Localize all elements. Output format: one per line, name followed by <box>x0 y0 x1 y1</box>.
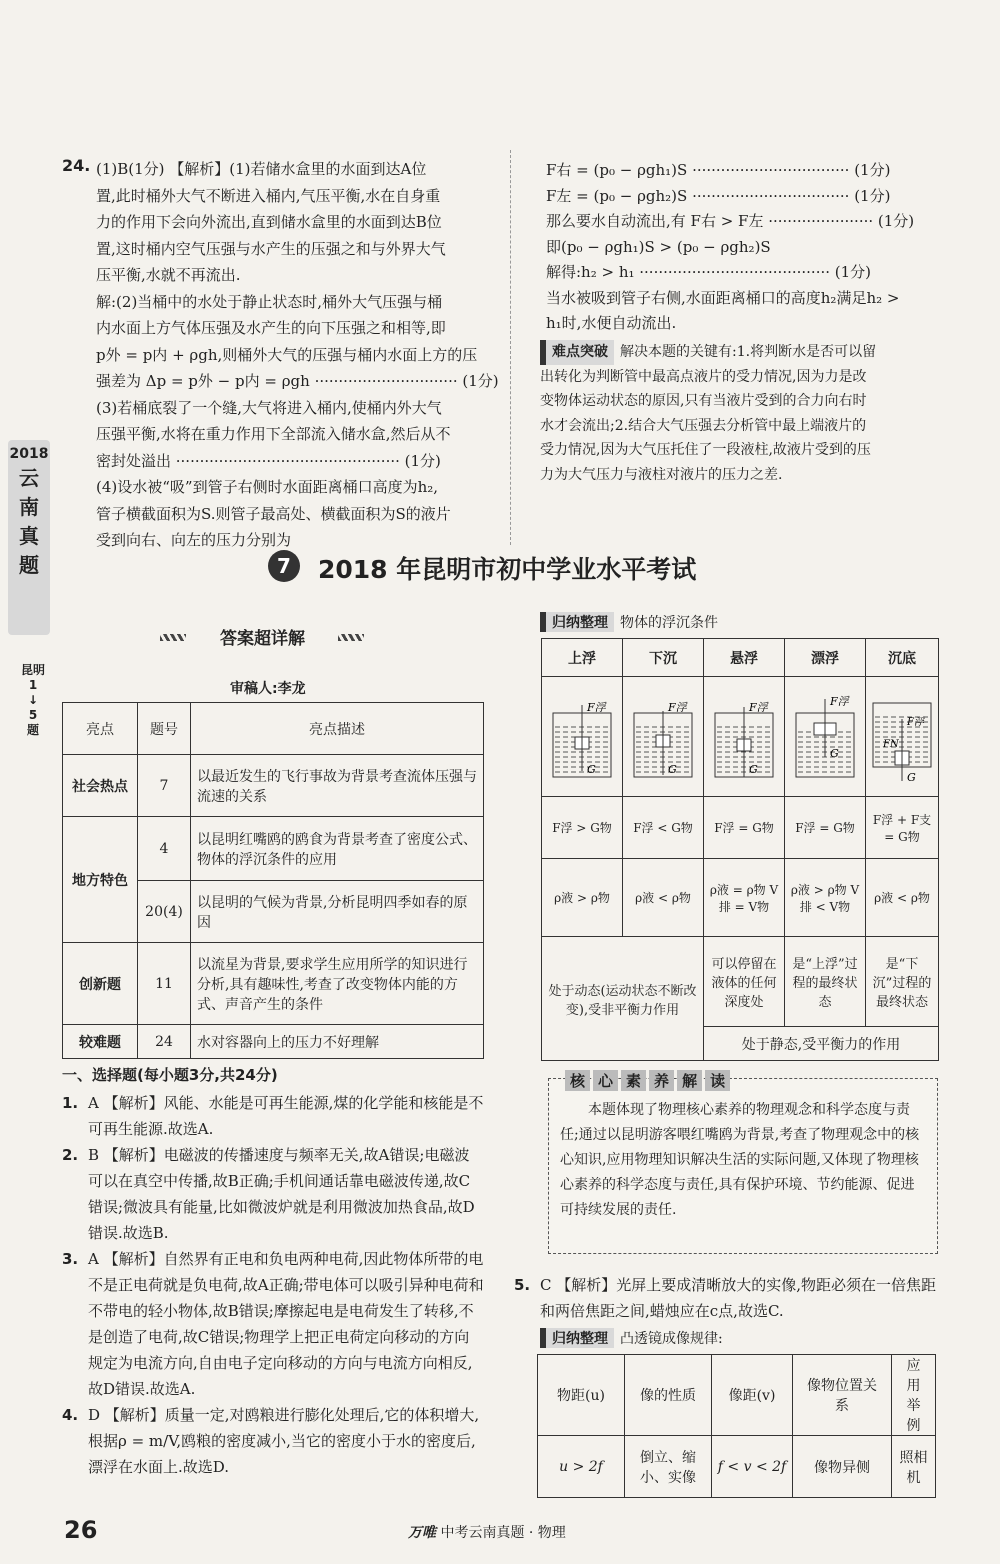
cell: 以最近发生的飞行事故为背景考查流体压强与流速的关系 <box>191 755 484 817</box>
cell: 以流星为背景,要求学生应用所学的知识进行分析,具有趣味性,考查了改变物体内能的方式、声音产生的条件 <box>191 943 484 1025</box>
text-line: F右 = (p₀ − ρgh₁)S ································· (1分) <box>546 161 891 179</box>
answer-list <box>62 1090 484 1480</box>
reviewer: 审稿人:李龙 <box>230 681 306 697</box>
force-label: G <box>830 746 839 760</box>
q24-solution-left <box>96 156 501 554</box>
cell: 处于静态,受平衡力的作用 <box>704 1027 939 1061</box>
cell: 以昆明红嘴鸥的鸥食为背景考查了密度公式、物体的浮沉条件的应用 <box>191 817 484 881</box>
tip-line: 解决本题的关键有:1.将判断水是否可以留 <box>620 344 877 360</box>
state-row <box>542 937 939 1027</box>
item-text: C 【解析】光屏上要成清晰放大的实像,物距必须在一倍焦距和两倍焦距之间,蜡烛应在c点,故选C. <box>540 1276 937 1320</box>
force-label: F浮 <box>830 694 849 708</box>
answers-header: 答案超详解 <box>220 629 305 649</box>
table-header: 像的性质 <box>625 1355 712 1436</box>
cell: F浮 > G物 <box>542 797 623 859</box>
diagram-row <box>542 677 939 797</box>
cell: ρ液 < ρ物 <box>623 859 704 937</box>
force-label: G <box>668 762 677 776</box>
item-number: 4. <box>62 1406 79 1424</box>
text-line: 当水被吸到管子右侧,水面距离桶口的高度h₂满足h₂ > <box>546 288 900 307</box>
table-row <box>63 1025 484 1059</box>
list-item <box>62 1402 484 1480</box>
tip-tag: 难点突破 <box>540 340 614 365</box>
force-row <box>542 797 939 859</box>
text-line: p外 = p内 + ρgh,则桶外大气的压强与桶内水面上方的压 <box>96 345 478 364</box>
lens-summary-title <box>540 1328 723 1348</box>
text-line: F左 = (p₀ − ρgh₂)S ································· (1分) <box>546 186 891 205</box>
table-header: 像距(v) <box>712 1355 793 1436</box>
table-row <box>63 817 484 881</box>
item-text: A 【解析】自然界有正电和负电两种电荷,因此物体所带的电不是正电荷就是负电荷,故A正确;带电体可以吸引异种电荷和不带电的轻小物体,故B错误;摩擦起电是电荷发生了转移,不是创造了电荷,故C错误;物理学上把正电荷定向移动的方向规定为电流方向,自由电子定向移动的方向与电流方向相反,故D错误.故选A. <box>88 1250 484 1398</box>
page-number: 26 <box>64 1516 98 1544</box>
list-item <box>62 1090 484 1142</box>
sidebar-year: 2018 <box>9 446 49 462</box>
difficulty-tip <box>540 340 944 487</box>
item-number: 3. <box>62 1250 79 1268</box>
table-header: 应用举例 <box>892 1355 936 1436</box>
text-line: 即(p₀ − ρgh₁)S > (p₀ − ρgh₂)S <box>546 237 771 256</box>
diagram-cell <box>542 677 623 797</box>
sidebar-range <box>18 663 48 738</box>
question-number-24: 24. <box>62 156 91 175</box>
summary-title: 凸透镜成像规律: <box>620 1331 723 1347</box>
cell: 20(4) <box>138 881 191 943</box>
highlights-table <box>62 702 484 1059</box>
item-text: D 【解析】质量一定,对鸥粮进行膨化处理后,它的体积增大,根据ρ = m/V,鸥粮的密度减小,当它的密度小于水的密度后,漂浮在水面上.故选D. <box>88 1406 480 1476</box>
float-table <box>541 638 939 1061</box>
text-line: 受到向右、向左的压力分别为 <box>96 531 292 549</box>
table-row <box>63 755 484 817</box>
summary-tag: 归纳整理 <box>540 1328 614 1348</box>
force-label: FN <box>883 738 899 750</box>
cell: 7 <box>138 755 191 817</box>
item-text: A 【解析】风能、水能是可再生能源,煤的化学能和核能是不可再生能源.故选A. <box>88 1094 484 1138</box>
tip-line: 变物体运动状态的原因,只有当液片受到的合力向右时 <box>540 393 867 409</box>
tip-line: 受力情况,因为大气压托住了一段液柱,故液片受到的压 <box>540 442 871 458</box>
table-header: 下沉 <box>623 639 704 677</box>
force-label: G <box>749 762 758 776</box>
cell: ρ液 < ρ物 <box>866 859 939 937</box>
cell: 是“下沉”过程的最终状态 <box>866 937 939 1027</box>
text-line: 管子横截面积为S.则管子最高处、横截面积为S的液片 <box>96 504 451 523</box>
sidebar-sub: 题 <box>26 723 39 737</box>
table-header: 漂浮 <box>785 639 866 677</box>
diagram-cell <box>866 677 939 797</box>
table-header: 题号 <box>138 703 191 755</box>
core-literacy-text: 本题体现了物理核心素养的物理观念和科学态度与责任;通过以昆明游客喂红嘴鸥为背景,考查了物理观念中的核心知识,应用物理知识解决生活的实际问题,又体现了物理核心素养的科学态度与责任,具有保护环境、节约能源、促进可持续发展的责任. <box>560 1102 920 1218</box>
force-label: F浮 <box>907 716 924 728</box>
sidebar-sub: 昆明 <box>20 663 45 677</box>
text-line: 置,这时桶内空气压强与水产生的压强之和与外界大气 <box>96 239 446 258</box>
text-line: 解:(2)当桶中的水处于静止状态时,桶外大气压强与桶 <box>96 292 443 311</box>
title-char: 养 <box>649 1070 674 1091</box>
text-line: 解得:h₂ > h₁ ········································ (1分) <box>546 263 872 281</box>
summary-title: 物体的浮沉条件 <box>620 615 718 631</box>
cell: ρ液 = ρ物 V排 = V物 <box>704 859 785 937</box>
cell: ρ液 > ρ物 V排 < V物 <box>785 859 866 937</box>
tip-line: 力为大气压力与液柱对液片的压力之差. <box>540 466 783 483</box>
book-name: 中考云南真题 · 物理 <box>440 1525 566 1541</box>
exam-number-badge: 7 <box>268 550 300 582</box>
title-char: 素 <box>621 1070 646 1091</box>
text-line: h₁时,水便自动流出. <box>546 314 677 332</box>
text-line: (3)若桶底裂了一个缝,大气将进入桶内,使桶内外大气 <box>96 398 442 417</box>
cell: 以昆明的气候为背景,分析昆明四季如春的原因 <box>191 881 484 943</box>
item-number: 2. <box>62 1146 79 1164</box>
table-row <box>538 1436 936 1498</box>
item-text: B 【解析】电磁波的传播速度与频率无关,故A错误;电磁波可以在真空中传播,故B正确;手机间通话靠电磁波传递,故C错误;微波具有能量,比如微波炉就是利用微波加热食品,故D错误.故选B. <box>88 1146 475 1242</box>
sidebar-sub: ↓ <box>27 693 39 707</box>
cell: 可以停留在液体的任何深度处 <box>704 937 785 1027</box>
text-line: 内水面上方气体压强及水产生的向下压强之和相等,即 <box>96 319 446 337</box>
footer-title <box>408 1522 566 1542</box>
sidebar-char: 真 <box>19 524 39 548</box>
cell: 4 <box>138 817 191 881</box>
tip-line: 出转化为判断管中最高点液片的受力情况,因为力是改 <box>540 368 867 385</box>
decor-stripes <box>338 634 364 641</box>
cell: F浮 = G物 <box>785 797 866 859</box>
cell: F浮 = G物 <box>704 797 785 859</box>
list-item <box>62 1246 484 1402</box>
cell: 24 <box>138 1025 191 1059</box>
beaker-sunk <box>867 685 937 785</box>
beaker-rising <box>547 685 617 785</box>
density-row <box>542 859 939 937</box>
beaker-suspended <box>709 685 779 785</box>
text-line: (4)设水被“吸”到管子右侧时水面距离桶口高度为h₂, <box>96 478 439 496</box>
title-char: 核 <box>565 1070 590 1091</box>
cell: 处于动态(运动状态不断改变),受非平衡力作用 <box>542 937 704 1061</box>
sidebar-tab <box>8 440 50 635</box>
cell: 像物异侧 <box>793 1436 892 1498</box>
text-line: 力的作用下会向外流出,直到储水盒里的水面到达B位 <box>96 213 442 231</box>
lens-table <box>537 1354 936 1498</box>
q24-solution-right <box>546 158 946 337</box>
cell: 是“上浮”过程的最终状态 <box>785 937 866 1027</box>
tip-line: 水才会流出;2.结合大气压强去分析管中最上端液片的 <box>540 417 867 434</box>
core-literacy-title <box>565 1070 730 1091</box>
diagram-cell <box>704 677 785 797</box>
force-label: F浮 <box>668 700 687 714</box>
beaker-floating <box>790 685 860 785</box>
summary-tag: 归纳整理 <box>540 612 614 632</box>
cell: 水对容器向上的压力不好理解 <box>191 1025 484 1059</box>
cell: 照相机 <box>892 1436 936 1498</box>
text-line: 密封处溢出 ··············································· (1分) <box>96 451 441 470</box>
item-number: 1. <box>62 1094 79 1112</box>
cell: ρ液 > ρ物 <box>542 859 623 937</box>
table-header: 物距(u) <box>538 1355 625 1436</box>
sidebar-sub: 1 <box>28 678 38 692</box>
cell: u > 2f <box>538 1436 625 1498</box>
table-header: 像物位置关系 <box>793 1355 892 1436</box>
exam-title: 2018 年昆明市初中学业水平考试 <box>318 555 697 584</box>
cell: 创新题 <box>63 943 138 1025</box>
section-title: 一、选择题(每小题3分,共24分) <box>62 1066 278 1084</box>
column-divider <box>510 150 511 545</box>
cell: 社会热点 <box>63 755 138 817</box>
brand-logo: 万唯 <box>408 1525 436 1541</box>
float-summary-title <box>540 612 718 632</box>
force-label: G <box>587 762 596 776</box>
cell: 倒立、缩小、实像 <box>625 1436 712 1498</box>
cell: 较难题 <box>63 1025 138 1059</box>
table-row <box>63 943 484 1025</box>
cell: F浮 < G物 <box>623 797 704 859</box>
list-item <box>514 1272 942 1324</box>
table-header: 上浮 <box>542 639 623 677</box>
force-label: G <box>907 770 916 784</box>
text-line: (1)B(1分) 【解析】(1)若储水盒里的水面到达A位 <box>96 160 427 178</box>
cell: 地方特色 <box>63 817 138 943</box>
text-line: 压平衡,水就不再流出. <box>96 266 241 284</box>
sidebar-char: 南 <box>19 495 39 519</box>
list-item <box>62 1142 484 1246</box>
text-line: 那么要水自动流出,有 F右 > F左 ······················ (1分) <box>546 212 915 230</box>
beaker-sinking <box>628 685 698 785</box>
diagram-cell <box>623 677 704 797</box>
diagram-cell <box>785 677 866 797</box>
cell: 11 <box>138 943 191 1025</box>
cell: f < v < 2f <box>712 1436 793 1498</box>
title-char: 解 <box>677 1070 702 1091</box>
cell: F浮 + F支 = G物 <box>866 797 939 859</box>
table-header: 沉底 <box>866 639 939 677</box>
sidebar-char: 题 <box>19 553 39 577</box>
force-label: F浮 <box>749 700 768 714</box>
text-line: 强差为 Δp = p外 − p内 = ρgh ······························ (1分) <box>96 372 499 390</box>
title-char: 读 <box>705 1070 730 1091</box>
title-char: 心 <box>593 1070 618 1091</box>
text-line: 置,此时桶外大气不断进入桶内,气压平衡,水在自身重 <box>96 186 441 205</box>
text-line: 压强平衡,水将在重力作用下全部流入储水盒,然后从不 <box>96 425 451 443</box>
sidebar-char: 云 <box>19 466 39 490</box>
table-header: 亮点描述 <box>191 703 484 755</box>
decor-stripes <box>160 634 186 641</box>
force-label: F浮 <box>587 700 606 714</box>
sidebar-sub: 5 <box>28 708 38 722</box>
table-header: 悬浮 <box>704 639 785 677</box>
item-number: 5. <box>514 1276 531 1294</box>
table-header: 亮点 <box>63 703 138 755</box>
